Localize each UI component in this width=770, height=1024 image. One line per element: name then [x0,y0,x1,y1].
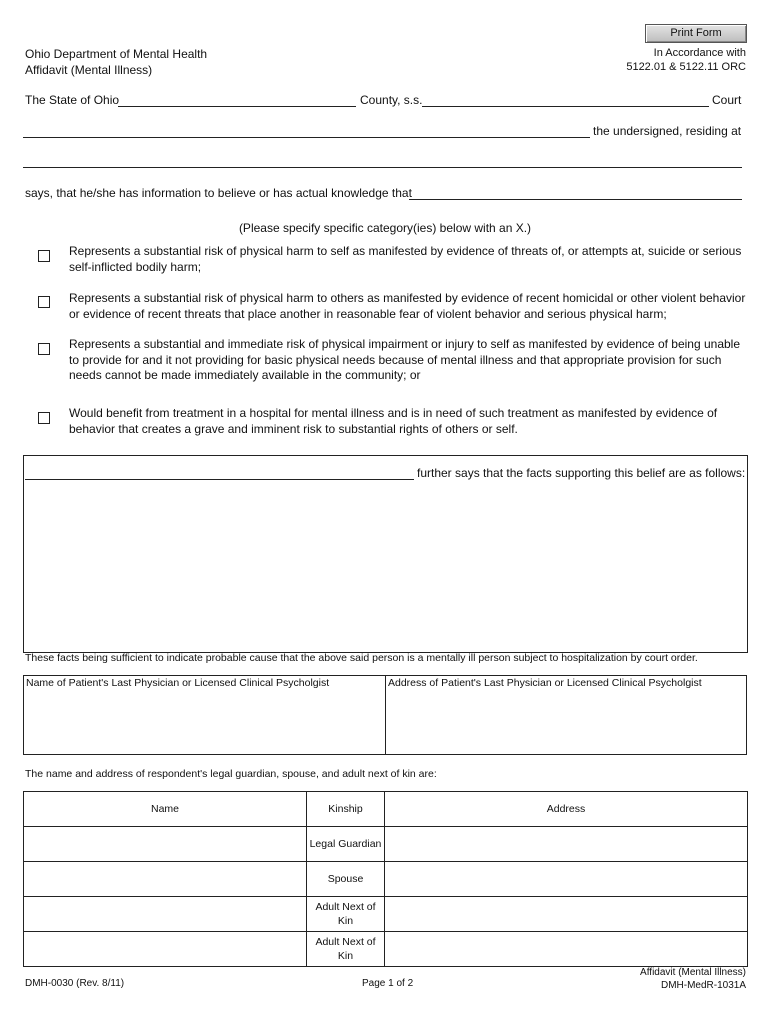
category-1-checkbox[interactable] [38,250,50,262]
kin-1-name-cell[interactable] [24,897,307,932]
kin-1-address-cell[interactable] [385,897,748,932]
facts-label: further says that the facts supporting this belief are as follows: [417,466,746,480]
table-row [24,862,748,897]
probable-cause-statement: These facts being sufficient to indicate probable cause that the above said person is a mentally ill person subject to hospitalization by court order. [25,652,698,664]
undersigned-label: the undersigned, residing at [593,124,742,138]
page-number: Page 1 of 2 [362,978,414,989]
form-header [25,46,207,78]
category-2-text: Represents a substantial risk of physical harm to others as manifested by evidence of recent homicidal or other violent behavior or evidence of recent threats that place another in reasonable fear of violent behavior and serious physical harm; [69,291,746,321]
form-title: Affidavit (Mental Illness) [25,63,153,77]
kinship-cell: Adult Next of Kin [307,932,385,967]
state-label: The State of Ohio [25,93,120,107]
category-2-checkbox[interactable] [38,296,50,308]
county-label: County, s.s. [360,93,423,107]
respondent-name-input-line[interactable] [25,479,414,480]
category-4-checkbox[interactable] [38,412,50,424]
affiant-name-input-line[interactable] [23,137,590,138]
table-row [24,827,748,862]
statute-reference [600,46,746,74]
state-input-line[interactable] [118,106,356,107]
kinship-cell: Spouse [307,862,385,897]
guardian-intro: The name and address of respondent's legal guardian, spouse, and adult next of kin are: [25,768,437,780]
table-header-row [24,792,748,827]
kinship-cell: Adult Next of Kin [307,897,385,932]
physician-address-field[interactable] [385,675,747,755]
header-address: Address [385,792,748,827]
kin-2-name-cell[interactable] [24,932,307,967]
print-form-button[interactable]: Print Form [645,24,747,43]
footer-right [600,966,746,992]
accordance-line-2: 5122.01 & 5122.11 ORC [626,61,746,73]
spouse-address-cell[interactable] [385,862,748,897]
form-number: DMH-0030 (Rev. 8/11) [25,978,125,989]
footer-code: DMH-MedR-1031A [660,980,746,991]
physician-name-label: Name of Patient's Last Physician or Licensed Clinical Psycholgist [26,677,330,689]
physician-address-label: Address of Patient's Last Physician or Licensed Clinical Psycholgist [388,677,702,689]
table-row [24,897,748,932]
header-kinship: Kinship [307,792,385,827]
guardian-name-cell[interactable] [24,827,307,862]
county-input-line[interactable] [422,106,709,107]
category-3-checkbox[interactable] [38,343,50,355]
department-name: Ohio Department of Mental Health [25,47,208,61]
table-row [24,932,748,967]
category-3-text: Represents a substantial and immediate risk of physical impairment or injury to self as manifested by evidence of being unable to provide for and it not providing for basic physical needs because of mental illness and that appropriate provision for such needs cannot be made immediately available in the community; or [69,337,741,382]
residence-input-line[interactable] [23,167,742,168]
category-1-text: Represents a substantial risk of physical harm to self as manifested by evidence of threats of, or attempts at, suicide or serious self-inflicted bodily harm; [69,244,742,274]
category-4-text: Would benefit from treatment in a hospital for mental illness and is in need of such treatment as manifested by evidence of behavior that creates a grave and imminent risk to substantial rights of others or self. [69,406,718,436]
kinship-cell: Legal Guardian [307,827,385,862]
knowledge-input-line[interactable] [409,199,742,200]
guardian-address-cell[interactable] [385,827,748,862]
footer-form-title: Affidavit (Mental Illness) [640,967,746,978]
accordance-line-1: In Accordance with [653,47,746,59]
kin-2-address-cell[interactable] [385,932,748,967]
kin-table [23,791,748,967]
category-instruction: (Please specify specific category(ies) below with an X.) [238,221,532,235]
spouse-name-cell[interactable] [24,862,307,897]
header-name: Name [24,792,307,827]
facts-textarea[interactable] [24,484,744,648]
court-label: Court [712,93,742,107]
says-label: says, that he/she has information to believe or has actual knowledge that [25,186,412,200]
physician-name-field[interactable] [23,675,386,755]
